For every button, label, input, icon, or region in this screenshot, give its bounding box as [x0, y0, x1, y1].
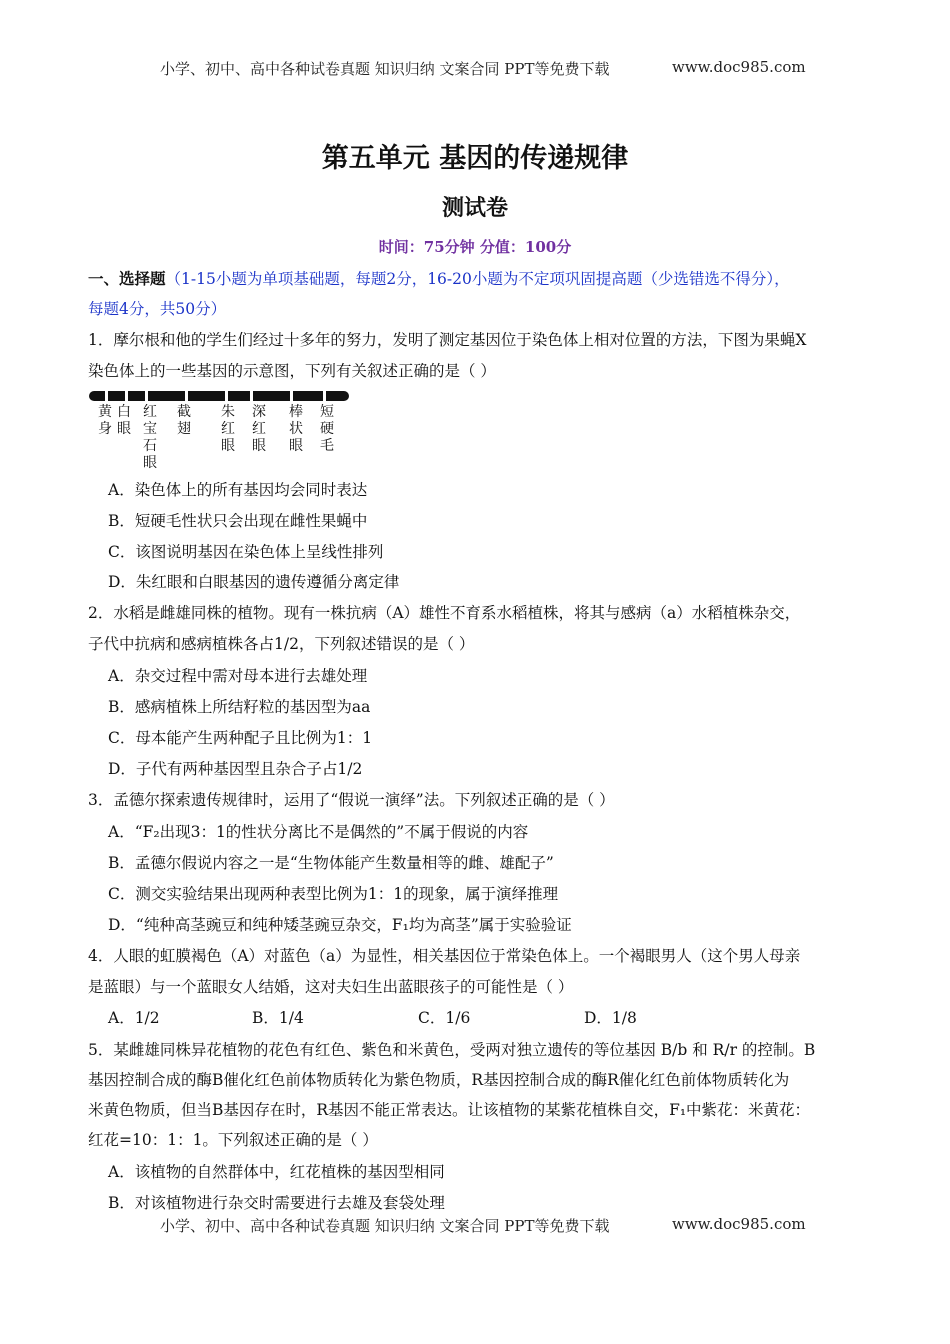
- q5-line-3: 米黄色物质，但当B基因存在时，R基因不能正常表达。让该植物的某紫花植株自交，F₁中紫花：米黄花：: [88, 1101, 811, 1119]
- q4-option-c: C．1/6: [418, 1009, 471, 1027]
- q1-option-c: C．该图说明基因在染色体上呈线性排列: [108, 543, 384, 561]
- footer-url: www.doc985.com: [672, 1215, 806, 1233]
- q2-option-c: C．母本能产生两种配子且比例为1：1: [108, 729, 373, 747]
- q4-line-2: 是蓝眼）与一个蓝眼女人结婚，这对夫妇生出蓝眼孩子的可能性是（ ）: [88, 978, 574, 996]
- q4-option-d: D．1/8: [584, 1009, 637, 1027]
- section-label: 一、选择题: [88, 270, 166, 288]
- section-heading: [88, 267, 790, 289]
- section-note-1: （1-15小题为单项基础题，每题2分，16-20小题为不定项巩固提高题（少选错选不得分），: [165, 270, 790, 288]
- q5-line-2: 基因控制合成的酶B催化红色前体物质转化为紫色物质，R基因控制合成的酶R催化红色前体物质转化为: [88, 1071, 790, 1089]
- q5-option-b: B．对该植物进行杂交时需要进行去雄及套袋处理: [108, 1194, 445, 1212]
- q2-option-b: B．感病植株上所结籽粒的基因型为aa: [108, 698, 371, 716]
- header-text: 小学、初中、高中各种试卷真题 知识归纳 文案合同 PPT等免费下载: [160, 60, 610, 78]
- gene-label-short-bristle: 短硬毛: [320, 404, 334, 454]
- header-url: www.doc985.com: [672, 58, 806, 76]
- q3-option-a: A．“F₂出现3：1的性状分离比不是偶然的”不属于假说的内容: [108, 823, 529, 841]
- q4-option-a: A．1/2: [108, 1009, 160, 1027]
- section-note-2: 每题4分，共50分）: [88, 300, 227, 318]
- q1-line-2: 染色体上的一些基因的示意图，下列有关叙述正确的是（ ）: [88, 362, 496, 380]
- time-info: 时间：75分钟 分值：100分: [378, 238, 572, 256]
- gene-label-yellow-body: 黄身: [98, 404, 112, 437]
- q1-line-1: 1．摩尔根和他的学生们经过十多年的努力，发明了测定基因位于染色体上相对位置的方法，下图为果蝇X: [88, 331, 807, 349]
- q2-line-2: 子代中抗病和感病植株各占1/2，下列叙述错误的是（ ）: [88, 635, 475, 653]
- q1-option-a: A．染色体上的所有基因均会同时表达: [108, 481, 368, 499]
- q5-option-a: A．该植物的自然群体中，红花植株的基因型相同: [108, 1163, 445, 1181]
- gene-label-vermilion-eye: 朱红眼: [221, 404, 235, 454]
- q3-line-1: 3．孟德尔探索遗传规律时，运用了“假说一演绎”法。下列叙述正确的是（ ）: [88, 791, 615, 809]
- gene-label-carmine-eye: 深红眼: [252, 404, 266, 454]
- q2-option-a: A．杂交过程中需对母本进行去雄处理: [108, 667, 368, 685]
- page-title: 第五单元 基因的传递规律: [321, 143, 629, 174]
- footer-text: 小学、初中、高中各种试卷真题 知识归纳 文案合同 PPT等免费下载: [160, 1217, 610, 1235]
- chromosome-bar: [88, 389, 350, 403]
- gene-label-ruby-eye: 红宝石眼: [143, 404, 157, 471]
- q5-line-1: 5．某雌雄同株异花植物的花色有红色、紫色和米黄色，受两对独立遗传的等位基因 B/b 和 R/r 的控制。B: [88, 1041, 816, 1059]
- q5-line-4: 红花=10：1：1。下列叙述正确的是（ ）: [88, 1131, 378, 1149]
- q1-option-b: B．短硬毛性状只会出现在雌性果蝇中: [108, 512, 368, 530]
- q1-option-d: D．朱红眼和白眼基因的遗传遵循分离定律: [108, 573, 400, 591]
- q3-option-b: B．孟德尔假说内容之一是“生物体能产生数量相等的雌、雄配子”: [108, 854, 554, 872]
- chromosome-diagram: [88, 388, 350, 402]
- q4-option-b: B．1/4: [252, 1009, 304, 1027]
- gene-label-white-eye: 白眼: [117, 404, 131, 437]
- q2-option-d: D．子代有两种基因型且杂合子占1/2: [108, 760, 363, 778]
- page-subtitle: 测试卷: [441, 196, 508, 221]
- q4-line-1: 4．人眼的虹膜褐色（A）对蓝色（a）为显性，相关基因位于常染色体上。一个褐眼男人（这个男人母亲: [88, 947, 801, 965]
- q2-line-1: 2．水稻是雌雄同株的植物。现有一株抗病（A）雄性不育系水稻植株，将其与感病（a）水稻植株杂交，: [88, 604, 801, 622]
- q3-option-c: C．测交实验结果出现两种表型比例为1：1的现象，属于演绎推理: [108, 885, 559, 903]
- gene-label-bar-eye: 棒状眼: [289, 404, 303, 454]
- q3-option-d: D．“纯种高茎豌豆和纯种矮茎豌豆杂交，F₁均为高茎”属于实验验证: [108, 916, 572, 934]
- gene-label-cut-wing: 截翅: [177, 404, 191, 437]
